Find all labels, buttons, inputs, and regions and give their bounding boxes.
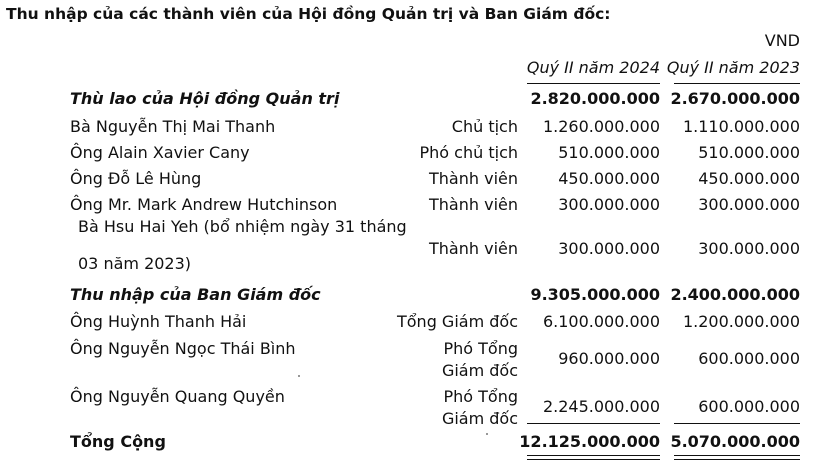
amount-current: 510.000.000	[558, 143, 660, 162]
member-position-continued: Giám đốc	[441, 361, 518, 380]
section-total-current: 2.820.000.000	[530, 89, 660, 108]
section-total-previous: 2.400.000.000	[670, 285, 800, 304]
amount-previous: 1.200.000.000	[682, 312, 800, 331]
amount-previous: 600.000.000	[698, 397, 800, 416]
amount-previous: 300.000.000	[698, 239, 800, 258]
currency-label: VND	[764, 31, 800, 50]
amount-previous: 600.000.000	[698, 349, 800, 368]
member-position: Tổng Giám đốc	[396, 312, 518, 331]
amount-previous: 1.110.000.000	[682, 117, 800, 136]
column-header-current: Quý II năm 2024	[526, 58, 660, 77]
member-position: Chủ tịch	[451, 117, 518, 136]
member-name: Ông Nguyễn Quang Quyền	[70, 387, 285, 406]
member-name: Ông Huỳnh Thanh Hải	[70, 312, 247, 331]
amount-current: 2.245.000.000	[542, 397, 660, 416]
member-position: Thành viên	[429, 239, 518, 258]
grand-total-double-underline	[674, 459, 800, 460]
column-header-previous: Quý II năm 2023	[666, 58, 800, 77]
amount-current: 300.000.000	[558, 239, 660, 258]
section-title-management: Thu nhập của Ban Giám đốc	[70, 285, 321, 304]
member-position: Thành viên	[429, 195, 518, 214]
member-name: Ông Mr. Mark Andrew Hutchinson	[70, 195, 338, 214]
member-name: Ông Nguyễn Ngọc Thái Bình	[70, 339, 296, 358]
column-header-underline	[527, 83, 660, 84]
member-position: Phó Tổng	[443, 339, 518, 358]
grand-total-double-underline	[674, 455, 800, 456]
member-name-continued: 03 năm 2023)	[78, 254, 192, 273]
grand-total-double-underline	[527, 455, 660, 456]
grand-total-current: 12.125.000.000	[519, 432, 660, 451]
amount-previous: 450.000.000	[698, 169, 800, 188]
amount-current: 300.000.000	[558, 195, 660, 214]
member-position-continued: Giám đốc	[441, 409, 518, 428]
member-position: Thành viên	[429, 169, 518, 188]
page-title: Thu nhập của các thành viên của Hội đồng Quản trị và Ban Giám đốc:	[6, 5, 611, 23]
scan-speck	[486, 433, 488, 435]
grand-total-label: Tổng Cộng	[70, 432, 166, 451]
amount-previous: 300.000.000	[698, 195, 800, 214]
amount-current: 1.260.000.000	[542, 117, 660, 136]
amount-current: 450.000.000	[558, 169, 660, 188]
section-total-current: 9.305.000.000	[530, 285, 660, 304]
grand-total-double-underline	[527, 459, 660, 460]
amount-current: 960.000.000	[558, 349, 660, 368]
amount-previous: 510.000.000	[698, 143, 800, 162]
member-name: Bà Nguyễn Thị Mai Thanh	[70, 117, 276, 136]
section-title-board: Thù lao của Hội đồng Quản trị	[70, 89, 340, 108]
member-position: Phó chủ tịch	[419, 143, 518, 162]
member-name: Ông Đỗ Lê Hùng	[70, 169, 202, 188]
grand-total-previous: 5.070.000.000	[670, 432, 800, 451]
column-header-underline	[674, 83, 800, 84]
scan-speck	[298, 375, 300, 377]
amount-current: 6.100.000.000	[542, 312, 660, 331]
member-name: Ông Alain Xavier Cany	[70, 143, 250, 162]
member-position: Phó Tổng	[443, 387, 518, 406]
section-total-previous: 2.670.000.000	[670, 89, 800, 108]
total-underline	[674, 423, 800, 424]
member-name: Bà Hsu Hai Yeh (bổ nhiệm ngày 31 tháng	[78, 217, 407, 236]
total-underline	[527, 423, 660, 424]
